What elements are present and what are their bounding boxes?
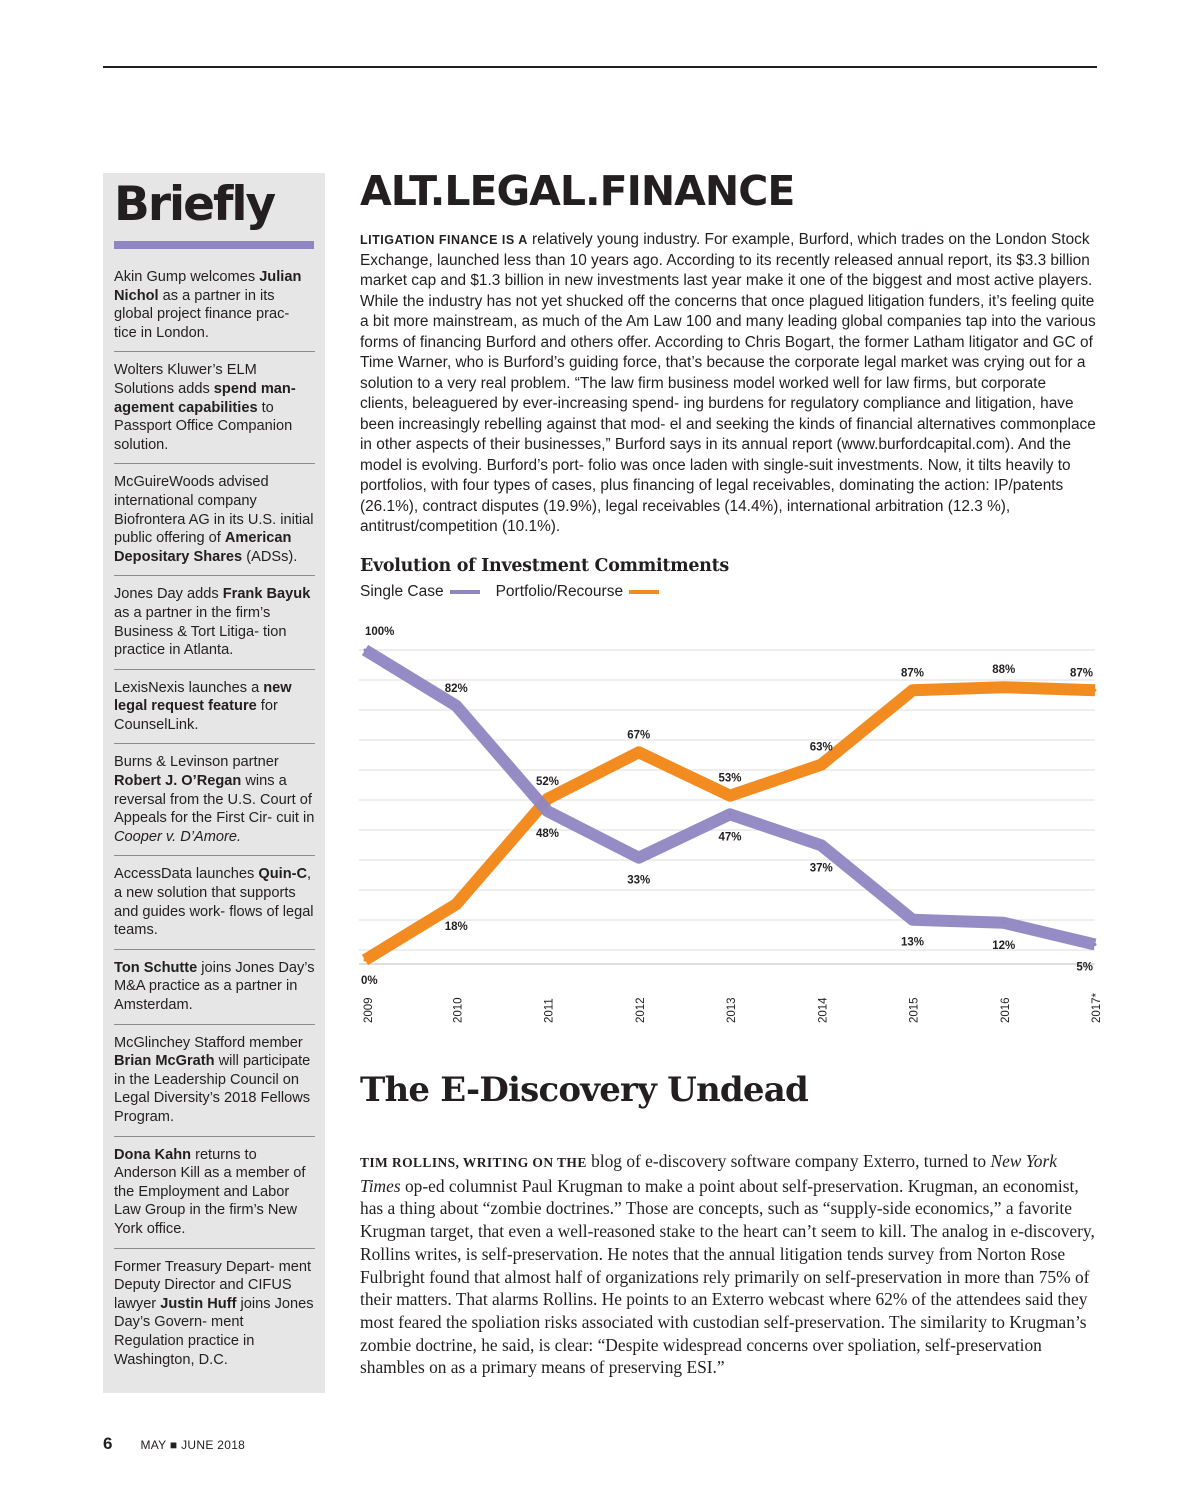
- data-label-single-case: 12%: [992, 939, 1016, 952]
- ediscovery-text-2: op-ed columnist Paul Krugman to make a point about self-preservation. Krugman, an economist, has a thing about “zombie doctrines.” Those are concepts, such as “supply-side economics,” a favorite Krugman target, that even a well-reasoned stake to the heart can’t seem to kill. The analog in e-discovery, Rollins writes, is self-preservation. He notes that the annual litigation tends survey from Norton Rose Fulbright found that almost half of organizations rely primarily on self-preservation in more than 75% of their matters. That alarms Rollins. He points to an Exterro webcast where 62% of the attendees said they most feared the spoliation risks associated with custodian self-preservation. The similarity to Krugman’s zombie doctrine, he said, is clear: “Despite widespread concerns over spoliation, self-preservation shambles on as a primary means of preserving ESI.”: [360, 1175, 1095, 1378]
- brief-item: [114, 585, 315, 669]
- brief-item: [114, 753, 315, 856]
- x-tick-label: 2010: [452, 997, 465, 1023]
- briefly-underline: [114, 241, 314, 249]
- page-number: 6: [103, 1434, 113, 1453]
- brief-text: Quin-C: [258, 866, 308, 883]
- data-point-single-case: [364, 649, 367, 652]
- data-point-single-case: [1094, 943, 1097, 946]
- brief-text: Ton Schutte: [114, 959, 198, 976]
- brief-text: Former Treasury Depart- ment Deputy Director and CIFUS lawyer: [114, 1258, 312, 1312]
- data-label-single-case: 13%: [900, 936, 925, 949]
- article-lead: LITIGATION FINANCE IS A: [360, 233, 528, 247]
- legend-label-portfolio: Portfolio/Recourse: [495, 583, 624, 600]
- brief-text: will participate in the Leadership Council on Legal Diversity’s 2018 Fellows Program.: [114, 1053, 311, 1125]
- data-point-portfolio: [729, 794, 732, 797]
- brief-text: Robert J. O’Regan: [114, 773, 242, 790]
- x-tick-label: 2009: [363, 997, 375, 1023]
- x-tick-label: 2012: [634, 997, 647, 1023]
- top-rule: [103, 66, 1097, 68]
- ediscovery-text-1: blog of e-discovery software company Exterro, turned to: [586, 1151, 991, 1171]
- brief-text: wins a reversal from the U.S. Court of Appeals for the First Cir- cuit in: [114, 773, 315, 827]
- legend-swatch-single-case: [450, 590, 480, 594]
- brief-item: [114, 865, 315, 949]
- data-point-portfolio: [820, 763, 823, 766]
- brief-text: Justin Huff: [160, 1295, 237, 1312]
- chart-title: Evolution of Investment Commitments: [360, 556, 729, 576]
- data-label-single-case: 48%: [535, 828, 560, 841]
- brief-item: [114, 1258, 315, 1379]
- data-point-single-case: [729, 813, 732, 816]
- data-label-single-case: 5%: [1076, 961, 1093, 974]
- briefs-list: [114, 268, 315, 1387]
- x-tick-label: 2017*: [1091, 992, 1103, 1023]
- brief-text: Dona Kahn: [114, 1146, 192, 1163]
- data-label-single-case: 82%: [444, 682, 468, 695]
- headline: ALT.LEGAL.FINANCE: [360, 167, 795, 215]
- data-label-portfolio: 88%: [992, 664, 1016, 677]
- data-point-single-case: [637, 856, 640, 859]
- briefly-title: Briefly: [114, 177, 275, 232]
- article-text: relatively young industry. For example, Burford, which trades on the London Stock Exchange, launched less than 10 years ago. According to its recently released annual report, its $3.3 billion market cap and $1.3 billion in new investments last year make it one of the biggest and most active players. While the industry has not yet shucked off the concerns that once plagued litigation funders, it’s feeling quite a bit more mainstream, as much of the Am Law 100 and many leading global companies tap into the various forms of financing Burford and others offer. According to Chris Bogart, the former Latham litigator and GC of Time Warner, who is Burford’s guiding force, that’s because the corporate legal market was crying out for a solution to a very real problem. “The law firm business model worked well for law firms, but corporate clients, beleaguered by ever-increasing spend- ing burdens for regulatory compliance and litigation, have been increasingly rebelling against that mod- el and seeking the kinds of financial alternatives commonplace in other aspects of their businesses,” Burford says in its annual report (www.burfordcapital.com). And the model is evolving. Burford’s port- folio was once laden with single-suit investments. Now, it tilts heavily to portfolios, with four types of cases, plus financing of legal receivables, dominating the action: IP/patents (26.1%), contract disputes (19.9%), legal receivables (14.4%), international arbitration (12.3 %), antitrust/competition (10.1%).: [360, 231, 1096, 535]
- data-point-single-case: [1002, 921, 1005, 924]
- brief-text: McGuireWoods advised international company Biofrontera AG in its U.S. initial public offering of: [114, 474, 314, 547]
- data-point-single-case: [820, 844, 823, 847]
- data-label-single-case: 47%: [718, 831, 742, 844]
- data-label-portfolio: 18%: [444, 921, 468, 934]
- brief-item: [114, 473, 315, 576]
- brief-text: , a new solution that supports and guides work- flows of legal teams.: [114, 866, 314, 939]
- brief-item: [114, 679, 315, 745]
- brief-item: [114, 1034, 315, 1137]
- brief-text: to Passport Office Companion solution.: [114, 399, 293, 453]
- data-point-portfolio: [911, 689, 914, 692]
- issue-date: MAY ■ JUNE 2018: [140, 1438, 246, 1452]
- brief-text: new legal request feature: [114, 679, 292, 715]
- brief-text: Akin Gump welcomes: [114, 269, 260, 285]
- data-label-bottom: 0%: [361, 975, 378, 987]
- brief-item: [114, 959, 315, 1025]
- brief-text: LexisNexis launches a: [114, 679, 264, 696]
- brief-text: Julian Nichol: [114, 269, 302, 304]
- data-label-portfolio: 87%: [1069, 667, 1093, 680]
- investment-line-chart: [355, 618, 1105, 1038]
- data-label-single-case: 33%: [627, 874, 651, 887]
- brief-text: spend man- agement capabilities: [114, 380, 296, 416]
- brief-text: AccessData launches: [114, 866, 259, 883]
- brief-text: Brian McGrath: [114, 1053, 215, 1070]
- data-point-single-case: [911, 918, 914, 921]
- brief-text: returns to Anderson Kill as a member of the Employment and Labor Law Group in the firm’s New York office.: [114, 1146, 306, 1237]
- data-point-portfolio: [455, 903, 458, 906]
- ediscovery-lead: TIM ROLLINS, WRITING ON THE: [360, 1155, 587, 1170]
- data-point-single-case: [546, 810, 549, 813]
- brief-item: [114, 268, 315, 352]
- data-point-portfolio: [637, 751, 640, 754]
- brief-text: (ADSs).: [242, 548, 298, 565]
- brief-text: McGlinchey Stafford member: [114, 1034, 303, 1051]
- chart-legend: [360, 583, 675, 601]
- ediscovery-body: [360, 1150, 1100, 1379]
- x-tick-label: 2015: [908, 997, 921, 1023]
- brief-text: Cooper v. D’Amore.: [114, 828, 242, 845]
- brief-text: Frank Bayuk: [222, 586, 311, 603]
- x-tick-label: 2011: [543, 998, 556, 1023]
- data-label-portfolio: 67%: [627, 729, 651, 742]
- data-label-portfolio: 53%: [718, 772, 742, 785]
- x-tick-label: 2013: [726, 997, 738, 1023]
- brief-text: Wolters Kluwer’s ELM Solutions adds: [114, 362, 257, 397]
- brief-text: American Depositary Shares: [114, 530, 292, 565]
- brief-text: Burns & Levinson partner: [114, 754, 279, 771]
- legend-swatch-portfolio: [629, 590, 659, 594]
- briefly-sidebar: [103, 173, 325, 1393]
- brief-text: as a partner in its global project finance prac- tice in London.: [114, 287, 290, 341]
- brief-text: joins Jones Day’s Govern- ment Regulation practice in Washington, D.C.: [114, 1295, 314, 1368]
- brief-item: [114, 361, 315, 464]
- legend-label-single-case: Single Case: [360, 583, 444, 600]
- data-label-top: 100%: [365, 626, 395, 638]
- data-point-portfolio: [364, 959, 367, 962]
- data-label-portfolio: 52%: [535, 775, 560, 788]
- brief-text: Jones Day adds: [114, 586, 223, 603]
- brief-text: for CounselLink.: [114, 698, 278, 733]
- page-footer: [103, 1434, 245, 1454]
- data-label-single-case: 37%: [809, 862, 833, 875]
- data-point-single-case: [455, 704, 458, 707]
- data-label-portfolio: 63%: [809, 741, 833, 754]
- brief-text: joins Jones Day’s M&A practice as a partner in Amsterdam.: [114, 959, 315, 1013]
- brief-text: as a partner in the firm’s Business & Tort Litiga- tion practice in Atlanta.: [114, 604, 287, 659]
- data-point-portfolio: [1094, 689, 1097, 692]
- x-tick-label: 2016: [999, 997, 1012, 1023]
- article-body: [360, 230, 1098, 538]
- ediscovery-italic: New York Times: [360, 1151, 1057, 1196]
- section-title-ediscovery: The E-Discovery Undead: [360, 1070, 808, 1110]
- data-label-portfolio: 87%: [900, 667, 925, 680]
- data-point-portfolio: [1002, 686, 1005, 689]
- x-tick-label: 2014: [817, 997, 830, 1023]
- brief-item: [114, 1146, 315, 1249]
- data-point-portfolio: [546, 797, 549, 800]
